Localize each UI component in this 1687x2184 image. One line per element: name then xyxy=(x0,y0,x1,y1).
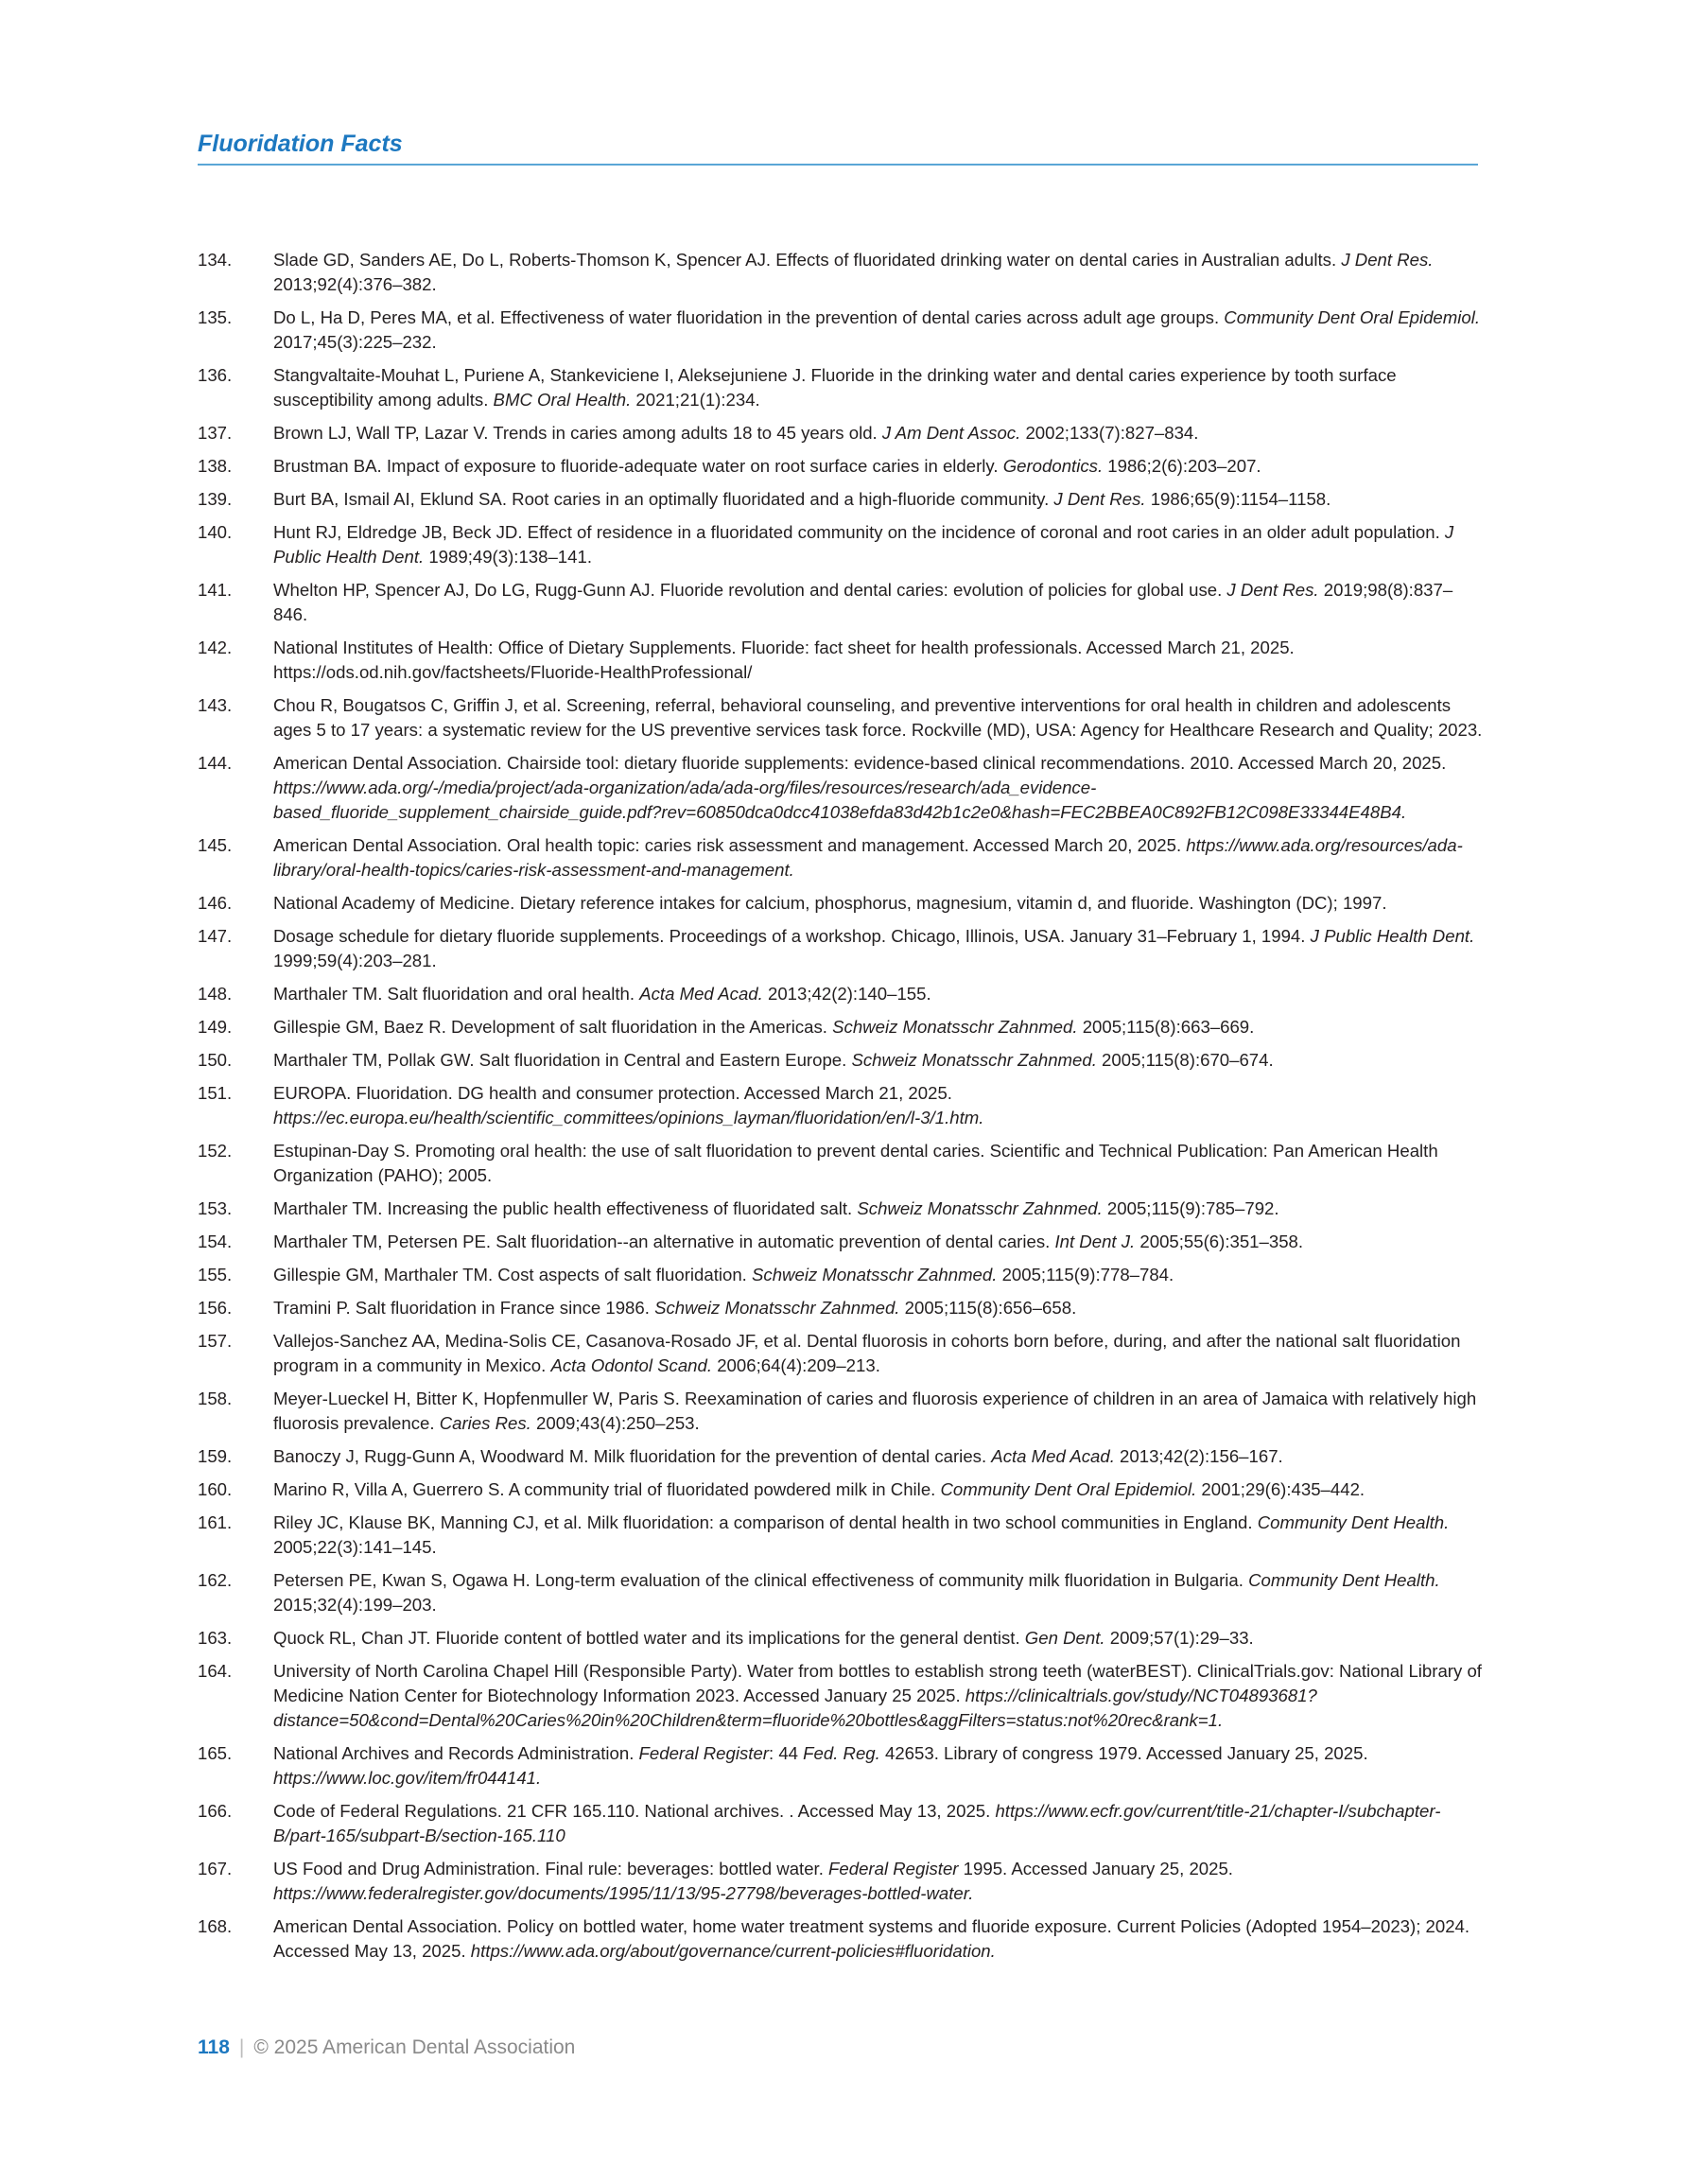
reference-item xyxy=(198,833,1484,882)
reference-italic-segment: Int Dent J. xyxy=(1054,1232,1136,1251)
page-footer xyxy=(198,2036,575,2059)
reference-italic-segment: Community Dent Health. xyxy=(1248,1570,1440,1590)
reference-text xyxy=(273,1081,1484,1130)
reference-item xyxy=(198,1015,1484,1040)
reference-segment: Petersen PE, Kwan S, Ogawa H. Long-term evaluation of the clinical effectiveness of community milk fluoridation in Bulgaria. xyxy=(273,1570,1249,1590)
reference-number: 168. xyxy=(198,1916,233,1936)
reference-segment: Whelton HP, Spencer AJ, Do LG, Rugg-Gunn AJ. Fluoride revolution and dental caries: evolution of policies for global use. xyxy=(273,580,1227,600)
reference-text xyxy=(273,1263,1484,1287)
reference-item xyxy=(198,1230,1484,1254)
reference-segment: Dosage schedule for dietary fluoride supplements. Proceedings of a workshop. Chicago, Illinois, USA. January 31–February 1, 1994. xyxy=(273,926,1311,946)
reference-text xyxy=(273,1568,1484,1617)
reference-italic-segment: BMC Oral Health. xyxy=(493,390,632,410)
reference-segment: Gillespie GM, Baez R. Development of salt fluoridation in the Americas. xyxy=(273,1017,833,1037)
reference-segment: EUROPA. Fluoridation. DG health and consumer protection. Accessed March 21, 2025. xyxy=(273,1083,952,1103)
reference-item xyxy=(198,1081,1484,1130)
reference-segment: 42653. Library of congress 1979. Accessed January 25, 2025. xyxy=(879,1743,1368,1763)
reference-text xyxy=(273,1511,1484,1560)
reference-item xyxy=(198,1329,1484,1378)
reference-number: 136. xyxy=(198,365,233,385)
reference-italic-segment: J Am Dent Assoc. xyxy=(881,423,1021,443)
reference-segment: American Dental Association. Chairside tool: dietary fluoride supplements: evidence-based clinical recommendations. 2010. Accessed March 20, 2025. xyxy=(273,753,1447,773)
reference-text xyxy=(273,487,1484,512)
reference-segment: 2019;98(8):837–846. xyxy=(273,580,1453,624)
reference-segment: Gillespie GM, Marthaler TM. Cost aspects of salt fluoridation. xyxy=(273,1265,753,1284)
reference-segment: Riley JC, Klause BK, Manning CJ, et al. Milk fluoridation: a comparison of dental health in two school communities in England. xyxy=(273,1512,1258,1532)
reference-segment: Do L, Ha D, Peres MA, et al. Effectiveness of water fluoridation in the prevention of dental caries across adult age groups. xyxy=(273,307,1225,327)
reference-item xyxy=(198,520,1484,569)
reference-italic-segment: Community Dent Oral Epidemiol. xyxy=(940,1479,1197,1499)
reference-number: 134. xyxy=(198,250,233,270)
reference-segment: Stangvaltaite-Mouhat L, Puriene A, Stankeviciene I, Aleksejuniene J. Fluoride in the drinking water and dental caries experience by tooth surface susceptibility among adults. xyxy=(273,365,1397,410)
reference-text xyxy=(273,1048,1484,1073)
reference-item xyxy=(198,924,1484,973)
reference-italic-segment: Fed. Reg. xyxy=(803,1743,880,1763)
reference-italic-segment: https://www.ada.org/resources/ada-library/oral-health-topics/caries-risk-assessment-and-management. xyxy=(273,835,1463,880)
reference-number: 138. xyxy=(198,456,233,476)
reference-number: 156. xyxy=(198,1298,233,1318)
reference-segment: Marthaler TM. Increasing the public health effectiveness of fluoridated salt. xyxy=(273,1198,858,1218)
reference-item xyxy=(198,636,1484,685)
reference-item xyxy=(198,1263,1484,1287)
page-title: Fluoridation Facts xyxy=(198,131,403,157)
reference-item xyxy=(198,1914,1484,1964)
reference-segment: Marthaler TM, Petersen PE. Salt fluoridation--an alternative in automatic prevention of dental caries. xyxy=(273,1232,1055,1251)
reference-text xyxy=(273,751,1484,825)
reference-item xyxy=(198,982,1484,1006)
reference-segment: 2013;92(4):376–382. xyxy=(273,274,437,294)
reference-segment: American Dental Association. Policy on bottled water, home water treatment systems and fluoride exposure. Current Policies (Adopted 1954–2023); 2024. Accessed May 13, 2025. xyxy=(273,1916,1470,1961)
reference-number: 146. xyxy=(198,893,233,913)
reference-segment: 2005;115(8):670–674. xyxy=(1096,1050,1274,1070)
reference-segment: 1986;2(6):203–207. xyxy=(1103,456,1261,476)
reference-text xyxy=(273,1741,1484,1791)
reference-segment: Brustman BA. Impact of exposure to fluoride-adequate water on root surface caries in elderly. xyxy=(273,456,1003,476)
reference-number: 143. xyxy=(198,695,233,715)
reference-number: 166. xyxy=(198,1801,233,1821)
reference-segment: 2009;57(1):29–33. xyxy=(1104,1628,1254,1648)
reference-number: 150. xyxy=(198,1050,233,1070)
reference-italic-segment: Schweiz Monatsschr Zahnmed. xyxy=(832,1017,1078,1037)
reference-number: 147. xyxy=(198,926,233,946)
reference-segment: 2005;115(8):663–669. xyxy=(1077,1017,1255,1037)
reference-segment: 2001;29(6):435–442. xyxy=(1196,1479,1365,1499)
reference-italic-segment: https://www.ada.org/about/governance/current-policies#fluoridation. xyxy=(470,1941,996,1961)
reference-segment: Chou R, Bougatsos C, Griffin J, et al. Screening, referral, behavioral counseling, and preventive interventions for oral health in children and adolescents ages 5 to 17 years: a systematic review for the US preventive services task force. Rockville (MD), USA: Agency for Healthcare Research and Quality; 2023. xyxy=(273,695,1483,740)
reference-item xyxy=(198,1857,1484,1906)
reference-item xyxy=(198,1799,1484,1848)
header-divider xyxy=(198,164,1478,166)
reference-segment: 2013;42(2):140–155. xyxy=(762,984,931,1004)
reference-italic-segment: J Public Health Dent. xyxy=(273,522,1454,567)
reference-item xyxy=(198,1568,1484,1617)
reference-number: 158. xyxy=(198,1389,233,1408)
reference-item xyxy=(198,693,1484,743)
reference-number: 153. xyxy=(198,1198,233,1218)
page-number: 118 xyxy=(198,2036,230,2058)
reference-segment: National Institutes of Health: Office of Dietary Supplements. Fluoride: fact sheet for health professionals. Accessed March 21, 2025. https://ods.od.nih.gov/factsheets/Fluoride-HealthProfessional/ xyxy=(273,638,1295,682)
reference-italic-segment: J Dent Res. xyxy=(1053,489,1146,509)
reference-italic-segment: https://www.ada.org/-/media/project/ada-organization/ada/ada-org/files/resources/research/ada_evidence-based_fluoride_supplement_chairside_guide.pdf?rev=60850dca0dcc41038efda83d42b1c2e0&hash=FEC2BBEA0C892FB12C098E33344E48B4. xyxy=(273,778,1407,822)
reference-segment: Code of Federal Regulations. 21 CFR 165.110. National archives. . Accessed May 13, 2025. xyxy=(273,1801,996,1821)
reference-text xyxy=(273,1387,1484,1436)
reference-text xyxy=(273,1329,1484,1378)
reference-segment: Hunt RJ, Eldredge JB, Beck JD. Effect of residence in a fluoridated community on the incidence of coronal and root caries in an older adult population. xyxy=(273,522,1445,542)
reference-segment: National Archives and Records Administration. xyxy=(273,1743,639,1763)
reference-number: 137. xyxy=(198,423,233,443)
reference-segment: 2009;43(4):250–253. xyxy=(530,1413,700,1433)
reference-italic-segment: Schweiz Monatsschr Zahnmed. xyxy=(654,1298,900,1318)
reference-item xyxy=(198,1741,1484,1791)
reference-text xyxy=(273,1626,1484,1651)
reference-item xyxy=(198,1048,1484,1073)
reference-item xyxy=(198,1626,1484,1651)
reference-item xyxy=(198,421,1484,446)
reference-italic-segment: Schweiz Monatsschr Zahnmed. xyxy=(857,1198,1103,1218)
reference-italic-segment: Acta Med Acad. xyxy=(991,1446,1115,1466)
reference-segment: 2021;21(1):234. xyxy=(631,390,760,410)
reference-italic-segment: J Dent Res. xyxy=(1341,250,1434,270)
reference-italic-segment: Gerodontics. xyxy=(1002,456,1104,476)
reference-number: 160. xyxy=(198,1479,233,1499)
reference-number: 165. xyxy=(198,1743,233,1763)
reference-segment: University of North Carolina Chapel Hill (Responsible Party). Water from bottles to establish strong teeth (waterBEST). ClinicalTrials.gov: National Library of Medicine Nation Center for Biotechnology Information 2023. Accessed January 25 2025. xyxy=(273,1661,1482,1705)
reference-number: 159. xyxy=(198,1446,233,1466)
reference-number: 141. xyxy=(198,580,233,600)
reference-text xyxy=(273,1296,1484,1320)
reference-text xyxy=(273,693,1484,743)
reference-text xyxy=(273,1197,1484,1221)
reference-segment: Brown LJ, Wall TP, Lazar V. Trends in caries among adults 18 to 45 years old. xyxy=(273,423,882,443)
reference-segment: 2015;32(4):199–203. xyxy=(273,1595,437,1615)
reference-number: 157. xyxy=(198,1331,233,1351)
reference-number: 162. xyxy=(198,1570,233,1590)
reference-italic-segment: Federal Register xyxy=(638,1743,769,1763)
reference-text xyxy=(273,636,1484,685)
reference-segment: 1986;65(9):1154–1158. xyxy=(1145,489,1331,509)
reference-segment: National Academy of Medicine. Dietary reference intakes for calcium, phosphorus, magnesium, vitamin d, and fluoride. Washington (DC); 1997. xyxy=(273,893,1387,913)
reference-text xyxy=(273,1477,1484,1502)
reference-italic-segment: Acta Odontol Scand. xyxy=(550,1355,713,1375)
reference-italic-segment: https://ec.europa.eu/health/scientific_committees/opinions_layman/fluoridation/en/l-3/1.htm. xyxy=(273,1108,984,1127)
reference-number: 140. xyxy=(198,522,233,542)
reference-number: 154. xyxy=(198,1232,233,1251)
reference-segment: Marino R, Villa A, Guerrero S. A community trial of fluoridated powdered milk in Chile. xyxy=(273,1479,941,1499)
reference-italic-segment: https://clinicaltrials.gov/study/NCT04893681?distance=50&cond=Dental%20Caries%20in%20Children&term=fluoride%20bottles&aggFilters=status:not%20rec&rank=1. xyxy=(273,1686,1317,1730)
reference-text xyxy=(273,248,1484,297)
reference-item xyxy=(198,1139,1484,1188)
reference-item xyxy=(198,1387,1484,1436)
reference-segment: 1995. Accessed January 25, 2025. xyxy=(958,1859,1233,1878)
reference-number: 142. xyxy=(198,638,233,657)
reference-text xyxy=(273,982,1484,1006)
reference-segment: 2005;55(6):351–358. xyxy=(1135,1232,1304,1251)
page-header xyxy=(198,131,1478,166)
reference-text xyxy=(273,833,1484,882)
reference-segment: Meyer-Lueckel H, Bitter K, Hopfenmuller W, Paris S. Reexamination of caries and fluorosis experience of children in an area of Jamaica with relatively high fluorosis prevalence. xyxy=(273,1389,1477,1433)
reference-italic-segment: Caries Res. xyxy=(439,1413,531,1433)
reference-number: 151. xyxy=(198,1083,233,1103)
reference-number: 144. xyxy=(198,753,233,773)
reference-segment: 1989;49(3):138–141. xyxy=(424,547,592,567)
reference-segment: : 44 xyxy=(768,1743,804,1763)
reference-segment: Burt BA, Ismail AI, Eklund SA. Root caries in an optimally fluoridated and a high-fluoride community. xyxy=(273,489,1054,509)
reference-segment: US Food and Drug Administration. Final rule: beverages: bottled water. xyxy=(273,1859,829,1878)
reference-segment: Estupinan-Day S. Promoting oral health: the use of salt fluoridation to prevent dental caries. Scientific and Technical Publication: Pan American Health Organization (PAHO); 2005. xyxy=(273,1141,1438,1185)
reference-segment: 2005;115(8):656–658. xyxy=(899,1298,1077,1318)
reference-segment: American Dental Association. Oral health topic: caries risk assessment and management. Accessed March 20, 2025. xyxy=(273,835,1187,855)
reference-italic-segment: J Public Health Dent. xyxy=(1310,926,1475,946)
reference-italic-segment: Acta Med Acad. xyxy=(639,984,763,1004)
reference-text xyxy=(273,891,1484,916)
reference-segment: Banoczy J, Rugg-Gunn A, Woodward M. Milk fluoridation for the prevention of dental caries. xyxy=(273,1446,992,1466)
reference-number: 135. xyxy=(198,307,233,327)
reference-italic-segment: J Dent Res. xyxy=(1226,580,1319,600)
reference-italic-segment: Federal Register xyxy=(828,1859,959,1878)
reference-italic-segment: Community Dent Health. xyxy=(1257,1512,1450,1532)
reference-number: 161. xyxy=(198,1512,233,1532)
reference-italic-segment: https://www.loc.gov/item/fr044141. xyxy=(273,1768,542,1788)
reference-item xyxy=(198,1197,1484,1221)
reference-segment: 2005;115(9):778–784. xyxy=(997,1265,1174,1284)
reference-italic-segment: Schweiz Monatsschr Zahnmed. xyxy=(851,1050,1097,1070)
reference-number: 164. xyxy=(198,1661,233,1681)
reference-item xyxy=(198,306,1484,355)
reference-italic-segment: Gen Dent. xyxy=(1024,1628,1105,1648)
reference-number: 145. xyxy=(198,835,233,855)
footer-separator: | xyxy=(238,2036,245,2058)
reference-text xyxy=(273,1914,1484,1964)
reference-segment: 2006;64(4):209–213. xyxy=(712,1355,880,1375)
reference-segment: 2005;22(3):141–145. xyxy=(273,1537,437,1557)
reference-item xyxy=(198,454,1484,479)
reference-segment: 2013;42(2):156–167. xyxy=(1114,1446,1283,1466)
reference-text xyxy=(273,421,1484,446)
reference-text xyxy=(273,1230,1484,1254)
reference-item xyxy=(198,363,1484,412)
reference-text xyxy=(273,924,1484,973)
reference-item xyxy=(198,1444,1484,1469)
reference-segment: Quock RL, Chan JT. Fluoride content of bottled water and its implications for the general dentist. xyxy=(273,1628,1025,1648)
reference-number: 139. xyxy=(198,489,233,509)
reference-number: 163. xyxy=(198,1628,233,1648)
reference-italic-segment: Community Dent Oral Epidemiol. xyxy=(1224,307,1481,327)
reference-number: 149. xyxy=(198,1017,233,1037)
reference-italic-segment: Schweiz Monatsschr Zahnmed. xyxy=(752,1265,998,1284)
reference-segment: Tramini P. Salt fluoridation in France since 1986. xyxy=(273,1298,655,1318)
reference-text xyxy=(273,1444,1484,1469)
reference-number: 148. xyxy=(198,984,233,1004)
reference-segment: Vallejos-Sanchez AA, Medina-Solis CE, Casanova-Rosado JF, et al. Dental fluorosis in cohorts born before, during, and after the national salt fluoridation program in a community in Mexico. xyxy=(273,1331,1461,1375)
reference-item xyxy=(198,248,1484,297)
reference-italic-segment: https://www.federalregister.gov/documents/1995/11/13/95-27798/beverages-bottled-water. xyxy=(273,1883,974,1903)
reference-item xyxy=(198,1296,1484,1320)
reference-segment: Slade GD, Sanders AE, Do L, Roberts-Thomson K, Spencer AJ. Effects of fluoridated drinking water on dental caries in Australian adults. xyxy=(273,250,1342,270)
reference-number: 155. xyxy=(198,1265,233,1284)
reference-segment: 1999;59(4):203–281. xyxy=(273,951,437,970)
reference-item xyxy=(198,751,1484,825)
reference-segment: 2002;133(7):827–834. xyxy=(1020,423,1199,443)
reference-text xyxy=(273,363,1484,412)
reference-text xyxy=(273,1139,1484,1188)
reference-text xyxy=(273,1799,1484,1848)
reference-item xyxy=(198,487,1484,512)
reference-item xyxy=(198,1511,1484,1560)
reference-segment: Marthaler TM, Pollak GW. Salt fluoridation in Central and Eastern Europe. xyxy=(273,1050,852,1070)
reference-list xyxy=(198,248,1484,1972)
reference-item xyxy=(198,891,1484,916)
reference-italic-segment: https://www.ecfr.gov/current/title-21/chapter-I/subchapter-B/part-165/subpart-B/section-165.110 xyxy=(273,1801,1441,1845)
reference-segment: Marthaler TM. Salt fluoridation and oral health. xyxy=(273,984,640,1004)
reference-text xyxy=(273,1659,1484,1733)
reference-number: 152. xyxy=(198,1141,233,1161)
reference-segment: 2005;115(9):785–792. xyxy=(1102,1198,1279,1218)
reference-text xyxy=(273,454,1484,479)
reference-text xyxy=(273,578,1484,627)
reference-item xyxy=(198,1477,1484,1502)
reference-text xyxy=(273,1015,1484,1040)
reference-text xyxy=(273,306,1484,355)
reference-number: 167. xyxy=(198,1859,233,1878)
reference-text xyxy=(273,520,1484,569)
reference-segment: 2017;45(3):225–232. xyxy=(273,332,437,352)
reference-item xyxy=(198,578,1484,627)
copyright-text: © 2025 American Dental Association xyxy=(253,2036,576,2058)
reference-item xyxy=(198,1659,1484,1733)
reference-text xyxy=(273,1857,1484,1906)
